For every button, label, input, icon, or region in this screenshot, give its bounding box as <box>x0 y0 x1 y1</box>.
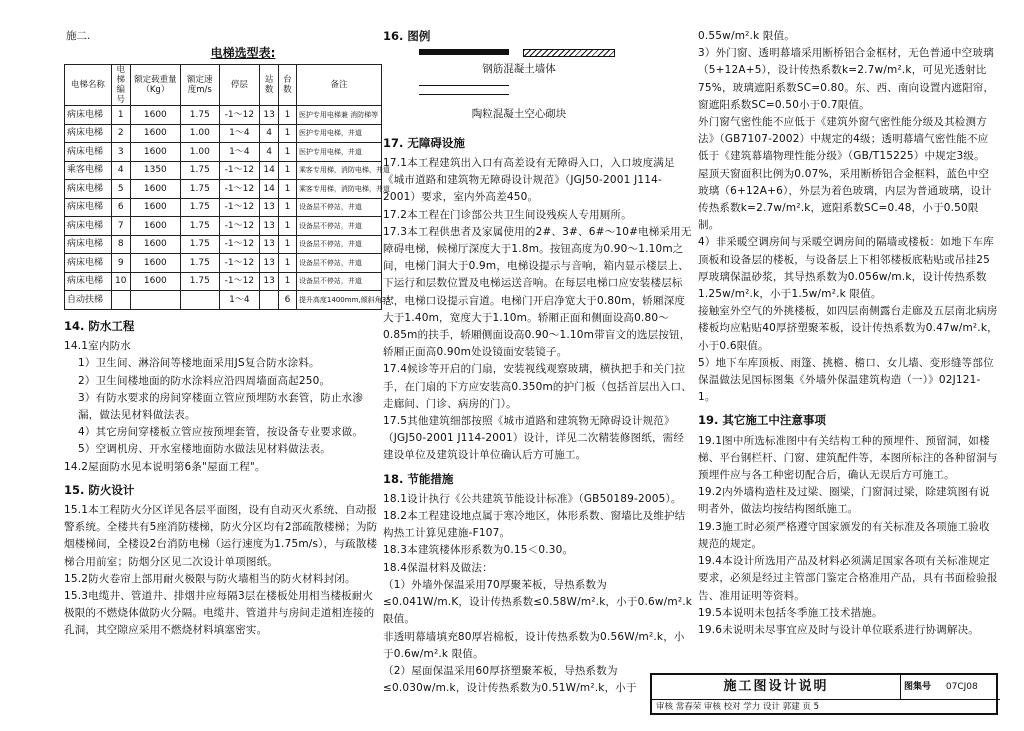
section-14-item: 5）空调机房、开水室楼地面防水做法见材料做法表。 <box>78 443 331 456</box>
table-cell: 14 <box>260 161 279 180</box>
drawing-number: 07CJ08 <box>945 682 978 692</box>
section-17-title: 17. 无障碍设施 <box>383 135 465 150</box>
section-17-item: 17.1本工程建筑出入口有高差设有无障碍入口，入口坡度满足《城市道路和建筑物无障碍设计规范》（JGJ50-2001 J114-2001）要求，室内外高差450。 <box>383 157 675 204</box>
table-cell: 10 <box>111 272 130 291</box>
table-cell: 病床电梯 <box>65 272 112 291</box>
section-18-continued-item: 0.55w/m².k 限值。 <box>698 30 795 42</box>
page-header: 施二. <box>66 30 91 42</box>
legend-block-swatch <box>419 85 509 95</box>
table-cell: 2 <box>111 124 130 143</box>
table-cell: 6 <box>111 198 130 217</box>
legend-label-1: 钢筋混凝土墙体 <box>482 63 556 76</box>
table-header-cell: 额定载重量（Kg） <box>130 65 180 106</box>
table-cell: 1.75 <box>180 180 219 199</box>
table-row <box>65 106 382 125</box>
table-cell: 设备层不停站，井道 <box>296 217 381 236</box>
drawing-title: 施工图设计说明 <box>652 675 901 700</box>
table-header-cell: 备注 <box>296 65 381 106</box>
table-cell: 1 <box>279 272 297 291</box>
table-cell: 4 <box>111 161 130 180</box>
table-cell: 乘客专用梯，消防电梯，井道 <box>296 180 381 199</box>
section-14-2: 14.2屋面防水见本说明第6条"屋面工程"。 <box>64 460 266 473</box>
table-cell <box>260 291 279 310</box>
legend-hatch-swatch <box>523 49 615 57</box>
table-cell: 8 <box>111 235 130 254</box>
section-15-title: 15. 防火设计 <box>64 482 135 497</box>
table-cell: 13 <box>260 235 279 254</box>
section-19-item: 19.5本说明未包括冬季施工技术措施。 <box>698 606 883 619</box>
table-cell <box>130 291 180 310</box>
table-cell: 病床电梯 <box>65 143 112 162</box>
section-15-item: 15.2防火卷帘上部用耐火极限与防火墙相当的防火材料封闭。 <box>64 572 356 585</box>
table-cell: 1 <box>279 217 297 236</box>
signature-row: 审核 常春荣 审核 校对 学力 设计 郭建 页 5 <box>656 702 820 712</box>
table-cell: 1 <box>279 124 297 143</box>
table-cell: 1 <box>279 180 297 199</box>
table-cell: 自动扶梯 <box>65 291 112 310</box>
section-15-item: 15.1本工程防火分区详见各层平面图，设有自动灭火系统、自动报警系统。全楼共有5座消防楼梯，防火分区均有2部疏散楼梯；为防烟楼梯间，全楼设2台消防电梯（运行速度为1.75m/s），与疏散楼梯合用前室；防烟分区见二次设计单项图纸。 <box>64 503 378 568</box>
table-cell: -1～12 <box>219 161 259 180</box>
section-14-item: 1）卫生间、淋浴间等楼地面采用JS复合防水涂料。 <box>78 357 320 370</box>
table-cell: 1 <box>279 198 297 217</box>
table-header-cell: 站数 <box>260 65 279 106</box>
table-cell: 病床电梯 <box>65 254 112 273</box>
table-cell: 1～4 <box>219 124 259 143</box>
section-18-title: 18. 节能措施 <box>383 471 454 486</box>
table-cell: 病床电梯 <box>65 180 112 199</box>
table-cell: 1.75 <box>180 198 219 217</box>
table-cell: 提升高度1400mm,倾斜角35° <box>296 291 381 310</box>
table-cell: 病床电梯 <box>65 235 112 254</box>
table-header-cell: 停层 <box>219 65 259 106</box>
table-cell: 1 <box>111 106 130 125</box>
table-cell: 9 <box>111 254 130 273</box>
section-18-continued-item: 屋顶天窗面积比例为0.07%，采用断桥铝合金框料，蓝色中空玻璃（6+12A+6），外层为着色玻璃，内层为普通玻璃，设计传热系数k=2.7w/m².k，遮阳系数SC=0.48，小于0.50限制。 <box>698 167 992 232</box>
table-cell: 1.75 <box>180 272 219 291</box>
table-cell: -1～12 <box>219 254 259 273</box>
table-cell: 设备层不停站，井道 <box>296 235 381 254</box>
table-cell: 13 <box>260 254 279 273</box>
section-17-item: 17.3本工程供患者及家属使用的2#、3#、6#～10#电梯采用无障碍电梯，候梯厅深度大于1.8m。按钮高度为0.90～1.10m之间，电梯门洞大于0.9m，电梯设提示与音响，箱内显示楼层上、下运行和层数位置及电梯运送音响。在每层电梯口应安装楼层标志，电梯口设提示盲道。电梯门开启净宽大于0.80m，轿厢深度大于1.40m，宽度大于1.10m。轿厢正面和侧面设高0.80～0.85m的扶手，轿厢侧面设高0.90～1.10m带盲文的选层按钮，轿厢正面高0.90m处设镜面安装镜子。 <box>383 225 692 359</box>
table-cell: 1 <box>279 161 297 180</box>
table-cell: 1 <box>279 143 297 162</box>
section-18-item: （1）外墙外保温采用70厚聚苯板，导热系数为≤0.041W/m.K，设计传热系数≤0.58W/m².k，小于0.6w/m².k 限值。 <box>383 578 693 626</box>
table-cell: 7 <box>111 217 130 236</box>
section-19-item: 19.3施工时必须严格遵守国家颁发的有关标准及各项施工验收规范的规定。 <box>698 520 990 550</box>
table-cell: -1～12 <box>219 180 259 199</box>
table-cell: 医护专用电梯，井道 <box>296 143 381 162</box>
table-cell: 14 <box>260 180 279 199</box>
table-cell: 医护专用电梯，井道 <box>296 124 381 143</box>
column-1 <box>64 28 395 640</box>
table-cell: -1～12 <box>219 235 259 254</box>
table-cell: -1～12 <box>219 217 259 236</box>
section-18-item: 18.1设计执行《公共建筑节能设计标准》（GB50189-2005）。 <box>383 492 682 505</box>
legend-label-2: 陶粒混凝土空心砌块 <box>471 107 567 120</box>
table-cell: 1600 <box>130 143 180 162</box>
table-cell: 1.00 <box>180 124 219 143</box>
section-19-item: 19.1图中所选标准图中有关结构工种的预埋件、预留洞，如楼梯、平台钢栏杆、门窗、建筑配件等，本图所标注的各种留洞与预埋件应与各工种密切配合后，确认无误后方可施工。 <box>698 434 998 482</box>
section-18-continued-item: 3）外门窗、透明幕墙采用断桥铝合金框材，无色普通中空玻璃（5+12A+5），设计传热系数k=2.7w/m².k，可见光透射比75%，玻璃遮阳系数SC=0.80。东、西、南向设置内遮阳帘，窗遮阳系数SC=0.50小于0.7限值。 <box>698 47 995 111</box>
table-cell: 乘客专用梯，消防电梯，井道 <box>296 161 381 180</box>
table-cell: 医护专用电梯兼 消防梯等 <box>296 106 381 125</box>
table-cell: 病床电梯 <box>65 106 112 125</box>
section-18-continued-item: 5）地下车库顶板、雨篷、挑檐、檐口、女儿墙、变形缝等部位保温做法见国标图集《外墙外保温建筑构造（一）》02J121-1。 <box>698 356 994 404</box>
section-18-item: 18.4保温材料及做法： <box>383 561 493 574</box>
table-row <box>65 235 382 254</box>
table-cell: 13 <box>260 198 279 217</box>
table-cell: 设备层不停站，井道 <box>296 272 381 291</box>
section-15-item: 15.3电缆井、管道井、排烟井应每隔3层在楼板处用相当楼板耐火极限的不燃烧体做防火分隔。电缆井、管道井与房间走道相连接的孔洞，其空隙应采用不燃烧材料填塞密实。 <box>64 589 375 637</box>
table-cell: 1600 <box>130 124 180 143</box>
legend <box>419 49 693 123</box>
table-cell: 13 <box>260 106 279 125</box>
table-cell: -1～12 <box>219 198 259 217</box>
table-cell: 设备层不停站，井道 <box>296 198 381 217</box>
table-row <box>65 217 382 236</box>
drawing-number-cell <box>900 675 1000 700</box>
table-cell: 1600 <box>130 254 180 273</box>
table-cell: 病床电梯 <box>65 124 112 143</box>
table-cell: 乘客电梯 <box>65 161 112 180</box>
section-14-item: 2）卫生间楼地面的防水涂料应沿四周墙面高起250。 <box>78 374 331 387</box>
table-cell: 1350 <box>130 161 180 180</box>
section-14-1: 14.1室内防水 <box>64 340 131 353</box>
table-cell: 1 <box>279 254 297 273</box>
section-18-item: 非透明幕墙填充80厚岩棉板，设计传热系数为0.56W/m².k，小于0.6w/m².k 限值。 <box>383 630 685 660</box>
table-row <box>65 180 382 199</box>
section-19-title: 19. 其它施工中注意事项 <box>698 413 826 428</box>
table-row <box>65 291 382 310</box>
section-17-item: 17.5其他建筑细部按照《城市道路和建筑物无障碍设计规范》（JGJ50-2001 J114-2001）设计，详见二次精装修图纸，需经建设单位及建筑设计单位确认后方可施工。 <box>383 415 685 462</box>
section-19-item: 19.2内外墙构造柱及过梁、圈梁，门窗洞过梁，除建筑图有说明者外，做法均按结构图纸施工。 <box>698 486 990 516</box>
table-cell: 病床电梯 <box>65 198 112 217</box>
table-cell: 1.75 <box>180 106 219 125</box>
table-cell: 4 <box>260 143 279 162</box>
elevator-table <box>64 64 395 310</box>
section-18-item: 18.3本建筑楼体形系数为0.15＜0.30。 <box>383 544 574 557</box>
table-cell: 设备层不停站，井道 <box>296 254 381 273</box>
section-16-title: 16. 图例 <box>383 29 431 43</box>
table-cell: 3 <box>111 143 130 162</box>
table-cell: 13 <box>260 217 279 236</box>
section-18-continued-item: 4）非采暖空调房间与采暖空调房间的隔墙或楼板：如地下车库顶板和设备层的楼板，与设备层上下相邻楼板底粘贴或吊挂25厚玻璃保温砂浆，其导热系数为0.056w/m.k，设计传热系数1.25w/m².k，小于1.5w/m².k 限值。 <box>698 236 994 301</box>
table-cell: 1.00 <box>180 143 219 162</box>
table-cell: 4 <box>260 124 279 143</box>
table-cell: 1600 <box>130 272 180 291</box>
table-title: 电梯选型表: <box>210 46 276 61</box>
table-cell: 病床电梯 <box>65 217 112 236</box>
table-cell <box>180 291 219 310</box>
table-row <box>65 124 382 143</box>
table-cell: 5 <box>111 180 130 199</box>
table-cell: 1 <box>279 106 297 125</box>
table-header-cell: 电梯编号 <box>111 65 130 106</box>
drawing-number-label: 图集号 <box>904 682 932 692</box>
table-header-cell: 台数 <box>279 65 297 106</box>
title-block <box>650 673 998 715</box>
section-19-item: 19.6未说明未尽事宜应及时与设计单位联系进行协调解决。 <box>698 623 979 636</box>
table-cell <box>111 291 130 310</box>
section-14-title: 14. 防水工程 <box>64 318 135 333</box>
section-14-item: 3）有防水要求的房间穿楼面立管应预埋防水套管，防止水渗漏，做法见材料做法表。 <box>78 391 364 421</box>
column-3 <box>698 28 998 639</box>
table-cell: 1.75 <box>180 235 219 254</box>
section-18-item: （2）屋面保温采用60厚挤塑聚苯板，导热系数为≤0.030w/m.k，设计传热系数为0.51W/m².k，小于 <box>383 664 637 695</box>
table-cell: 1～4 <box>219 143 259 162</box>
legend-concrete-swatch <box>419 49 509 55</box>
section-18-item: 18.2本工程建设地点属于寒冷地区，体形系数、窗墙比及维护结构热工计算见建施-F107。 <box>383 510 686 540</box>
table-cell: 13 <box>260 272 279 291</box>
section-18-continued-item: 外门窗气密性能不应低于《建筑外窗气密性能分级及其检测方法》（GB7107-2002）中规定的4级；透明幕墙气密性能不应低于《建筑幕墙物理性能分级》（GB/T15225）中规定3级。 <box>698 116 989 163</box>
table-cell: 1600 <box>130 198 180 217</box>
section-18-continued-item: 接触室外空气的外挑楼板，如四层南侧露台走廊及五层南北病房楼板均应粘贴40厚挤塑聚苯板，设计传热系数为0.47w/m².k，小于0.6限值。 <box>698 305 998 352</box>
table-row <box>65 272 382 291</box>
table-cell: 6 <box>279 291 297 310</box>
section-17-item: 17.2本工程在门诊部公共卫生间设残疾人专用厕所。 <box>383 208 632 221</box>
table-row <box>65 254 382 273</box>
table-cell: 1600 <box>130 106 180 125</box>
table-cell: 1～4 <box>219 291 259 310</box>
table-row <box>65 198 382 217</box>
table-cell: 1 <box>279 235 297 254</box>
column-2 <box>383 28 693 697</box>
section-14-item: 4）其它房间穿楼板立管应按预埋套管，按设备专业要求做。 <box>78 426 364 439</box>
table-header-cell: 额定速度m/s <box>180 65 219 106</box>
table-cell: -1～12 <box>219 106 259 125</box>
table-cell: 1.75 <box>180 161 219 180</box>
section-17-item: 17.4候诊等开启的门扇，安装视线观察玻璃，横执把手和关门拉手，在门扇的下方应安装高0.350m的护门板（包括首层出入口、走廊间、门诊、病房的门）。 <box>383 363 692 410</box>
table-row <box>65 143 382 162</box>
table-cell: 1600 <box>130 235 180 254</box>
table-header-cell: 电梯名称 <box>65 65 112 106</box>
table-cell: 1.75 <box>180 217 219 236</box>
table-cell: 1600 <box>130 217 180 236</box>
section-19-item: 19.4本设计所选用产品及材料必须满足国家各项有关标准规定要求，必须是经过主管部门鉴定合格准用产品，具有书面检验报告、准用证明等资料。 <box>698 555 998 602</box>
table-cell: -1～12 <box>219 272 259 291</box>
table-row <box>65 161 382 180</box>
table-cell: 1600 <box>130 180 180 199</box>
table-cell: 1.75 <box>180 254 219 273</box>
